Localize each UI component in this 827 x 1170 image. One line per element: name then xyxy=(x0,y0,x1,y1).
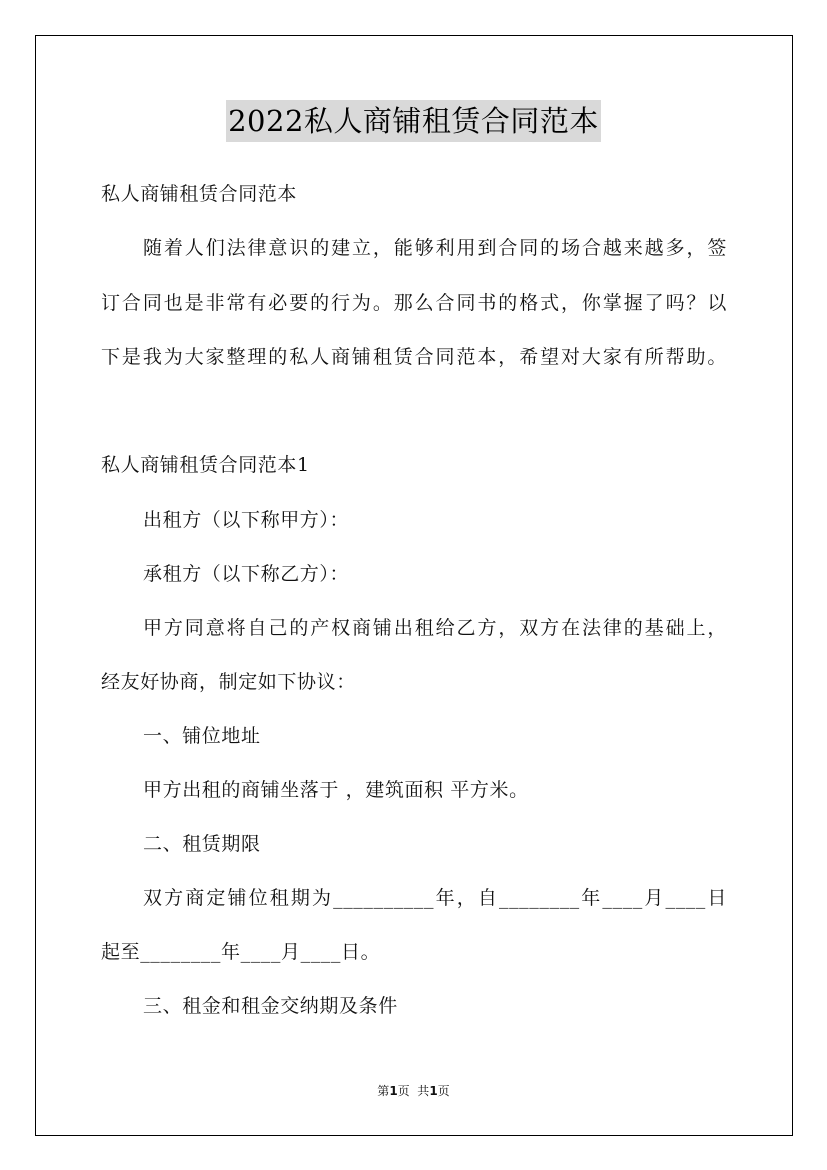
section-heading: 私人商铺租赁合同范本1 xyxy=(101,454,310,476)
clause-1-heading: 一、铺位地址 xyxy=(143,725,261,747)
intro-line-2: 订合同也是非常有必要的行为。那么合同书的格式，你掌握了吗？以 xyxy=(101,292,727,314)
clause-2-line-1: 双方商定铺位租期为__________年，自________年____月____日 xyxy=(143,887,727,909)
agreement-line-1: 甲方同意将自己的产权商铺出租给乙方，双方在法律的基础上， xyxy=(143,617,727,639)
page-footer xyxy=(0,1082,827,1100)
footer-page-number: 1 xyxy=(389,1084,398,1098)
party-a-line: 出租方（以下称甲方）： xyxy=(143,509,350,531)
document-subtitle: 私人商铺租赁合同范本 xyxy=(101,183,298,205)
agreement-line-2: 经友好协商，制定如下协议： xyxy=(101,671,356,693)
clause-1-text: 甲方出租的商铺坐落于 ，建筑面积 平方米。 xyxy=(143,779,529,801)
intro-line-1: 随着人们法律意识的建立，能够利用到合同的场合越来越多，签 xyxy=(143,237,727,259)
title-container xyxy=(0,100,827,142)
document-title: 2022私人商铺租赁合同范本 xyxy=(226,100,601,142)
footer-page-mid: 页 共 xyxy=(397,1084,430,1098)
footer-page-prefix: 第 xyxy=(377,1084,390,1098)
footer-page-total: 1 xyxy=(429,1084,438,1098)
clause-2-heading: 二、租赁期限 xyxy=(143,833,261,855)
clause-3-heading: 三、租金和租金交纳期及条件 xyxy=(143,995,398,1017)
footer-page-suffix: 页 xyxy=(437,1084,450,1098)
clause-2-line-2: 起至________年____月____日。 xyxy=(101,941,381,963)
party-b-line: 承租方（以下称乙方）： xyxy=(143,563,350,585)
intro-line-3: 下是我为大家整理的私人商铺租赁合同范本，希望对大家有所帮助。 xyxy=(101,346,727,368)
